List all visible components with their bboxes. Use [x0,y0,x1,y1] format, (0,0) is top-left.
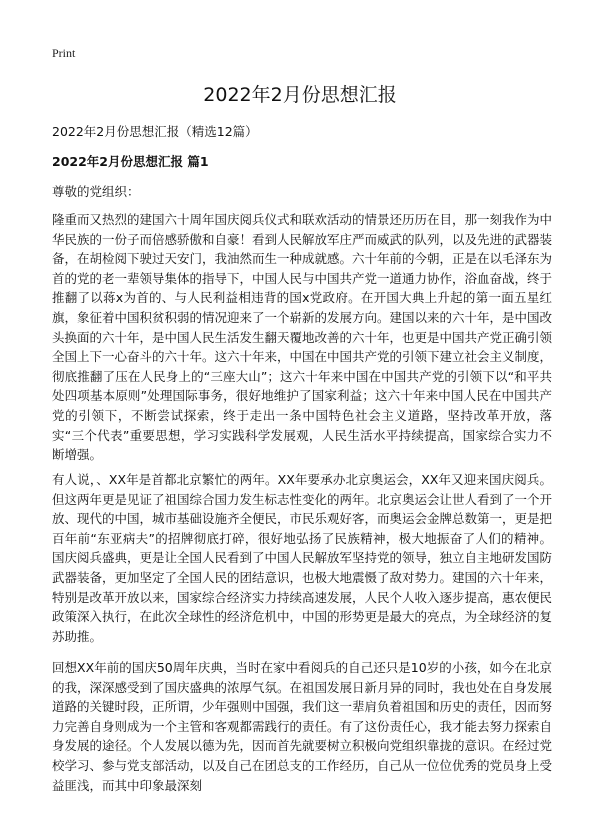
body-paragraph: 有人说，、XX年是首都北京繁忙的两年。XX年要承办北京奥运会，XX年又迎来国庆阅兵。但这两年更是见证了祖国综合国力发生标志性变化的两年。北京奥运会让世人看到了一个开放、现代的中国，城市基础设施齐全便民，市民乐观好客，而奥运会金牌总数第一，更是把百年前“东亚病夫”的招牌彻底打碎，很好地弘扬了民族精神，极大地振奋了人们的精神。国庆阅兵盛典，更是让全国人民看到了中国人民解放军坚持党的领导，独立自主地研发国防武器装备，更加坚定了全国人民的团结意识，也极大地震慑了敌对势力。建国的六十年来，特别是改革开放以来，国家综合经济实力持续高速发展，人民个人收入逐步提高，惠农便民政策深入执行，在此次全球性的经济危机中，中国的形势更是最大的亮点，为全球经济的复苏助推。 [52,472,553,644]
section-heading: 2022年2月份思想汇报 篇1 [52,154,209,169]
body-paragraph: 隆重而又热烈的建国六十周年国庆阅兵仪式和联欢活动的情景还历历在目，那一刻我作为中华民族的一份子而倍感骄傲和自豪！看到人民解放军庄严而威武的队列，以及先进的武器装备，在胡检阅下驶过天安门，我油然而生一种成就感。六十年前的今朝，正是在以毛泽东为首的党的老一辈领导集体的指导下，中国人民与中国共产党一道通力协作，浴血奋战，终于推翻了以蒋x为首的、与人民利益相违背的国x党政府。在开国大典上升起的第一面五星红旗，象征着中国积贫积弱的情况迎来了一个崭新的发展方向。建国以来的六十年，是中国改头换面的六十年，是中国人民生活发生翻天覆地改善的六十年，也更是中国共产党正确引领全国上下一心奋斗的六十年。这六十年来，中国在中国共产党的引领下建立社会主义制度，彻底推翻了压在人民身上的“三座大山”；这六十年来中国在中国共产党的引领下以“和平共处四项基本原则”处理国际事务，很好地维护了国家利益；这六十年来中国人民在中国共产党的引领下，不断尝试探索，终于走出一条中国特色社会主义道路，坚持改革开放，落实“三个代表”重要思想，学习实践科学发展观，人民生活水平持续提高，国家综合实力不断增强。 [52,212,553,463]
body-paragraph: 回想XX年前的国庆50周年庆典，当时在家中看阅兵的自己还只是10岁的小孩，如今在北京的我，深深感受到了国庆盛典的浓厚气氛。在祖国发展日新月异的同时，我也处在自身发展道路的关键时段，正所谓，少年强则中国强，我们这一辈肩负着祖国和历史的责任，因而努力完善自身则成为一个主管和客观都需践行的责任。有了这份责任心，我才能去努力探索自身发展的途径。个人发展以德为先，因而首先就要树立积极向党组织靠拢的意识。在经过党校学习、参与党支部活动，以及自己在团总支的工作经历，自己从一位位优秀的党员身上受益匪浅，而其中印象最深刻 [52,660,553,793]
page-title: 2022年2月份思想汇报 [203,84,397,106]
print-link[interactable]: Print [52,46,76,60]
document-subtitle: 2022年2月份思想汇报（精选12篇） [52,124,258,139]
salutation: 尊敬的党组织： [52,184,140,199]
